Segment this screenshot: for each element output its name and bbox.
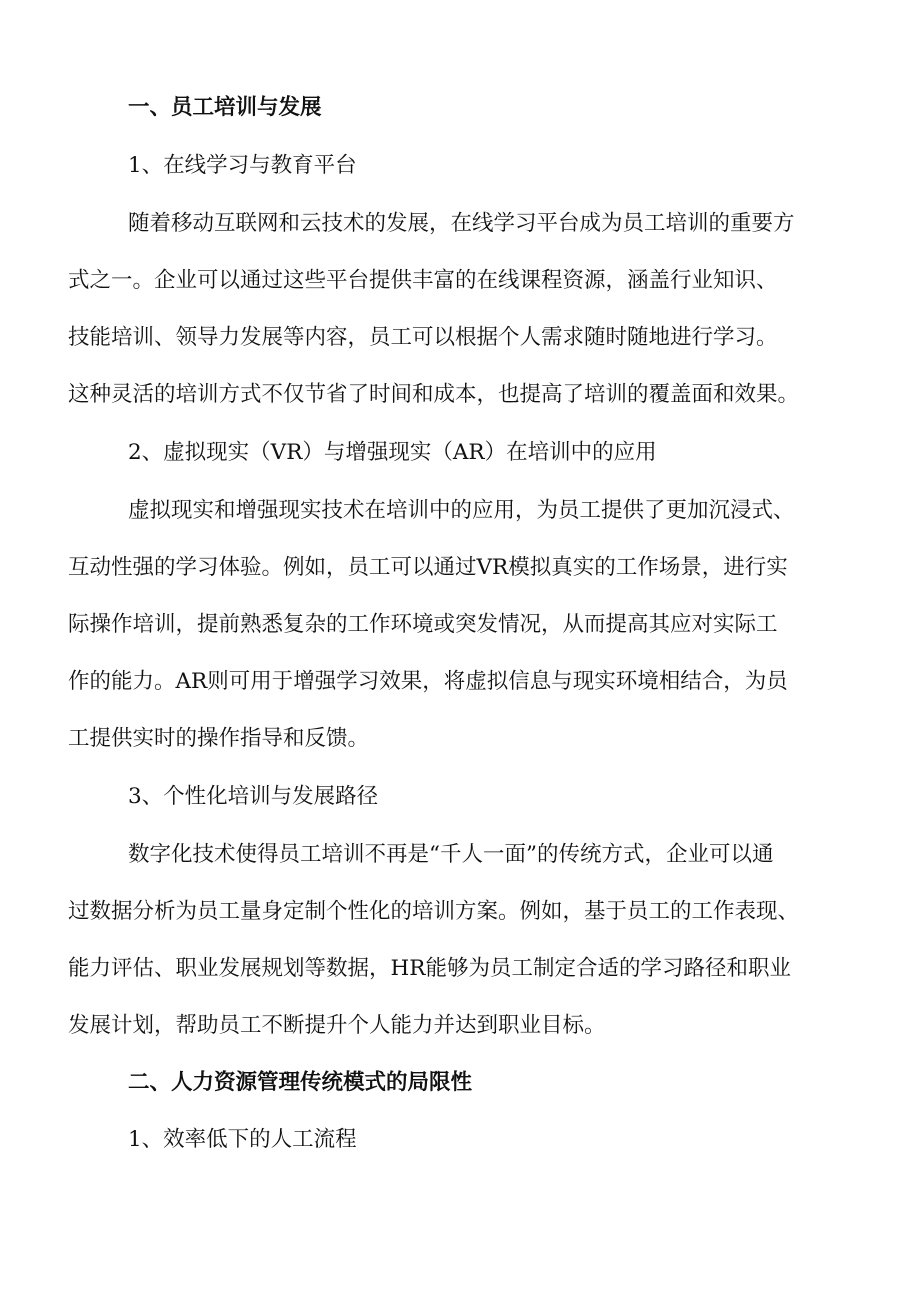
paragraph-line: 作的能力。AR则可用于增强学习效果，将虚拟信息与现实环境相结合，为员 bbox=[68, 669, 788, 694]
subsection-title: 3、个性化培训与发展路径 bbox=[128, 784, 379, 809]
paragraph-line: 式之一。企业可以通过这些平台提供丰富的在线课程资源，涵盖行业知识、 bbox=[68, 268, 778, 293]
section-heading: 一、员工培训与发展 bbox=[128, 95, 322, 120]
paragraph-line: 过数据分析为员工量身定制个性化的培训方案。例如，基于员工的工作表现、 bbox=[68, 899, 800, 924]
paragraph-line: 这种灵活的培训方式不仅节省了时间和成本，也提高了培训的覆盖面和效果。 bbox=[68, 382, 800, 407]
paragraph-line: 互动性强的学习体验。例如，员工可以通过VR模拟真实的工作场景，进行实 bbox=[68, 555, 788, 580]
paragraph-line: 虚拟现实和增强现实技术在培训中的应用，为员工提供了更加沉浸式、 bbox=[128, 498, 795, 523]
subsection-title: 1、效率低下的人工流程 bbox=[128, 1127, 357, 1152]
paragraph-line: 数字化技术使得员工培训不再是“千人一面”的传统方式，企业可以通 bbox=[128, 842, 774, 867]
paragraph-line: 能力评估、职业发展规划等数据，HR能够为员工制定合适的学习路径和职业 bbox=[68, 956, 791, 981]
paragraph-line: 际操作培训，提前熟悉复杂的工作环境或突发情况，从而提高其应对实际工 bbox=[68, 612, 778, 637]
paragraph-line: 发展计划，帮助员工不断提升个人能力并达到职业目标。 bbox=[68, 1013, 606, 1038]
subsection-title: 2、虚拟现实（VR）与增强现实（AR）在培训中的应用 bbox=[128, 440, 657, 465]
paragraph-line: 技能培训、领导力发展等内容，员工可以根据个人需求随时随地进行学习。 bbox=[68, 325, 778, 350]
paragraph-line: 工提供实时的操作指导和反馈。 bbox=[68, 726, 370, 751]
section-heading: 二、人力资源管理传统模式的局限性 bbox=[128, 1070, 473, 1095]
subsection-title: 1、在线学习与教育平台 bbox=[128, 153, 357, 178]
paragraph-line: 随着移动互联网和云技术的发展，在线学习平台成为员工培训的重要方 bbox=[128, 211, 795, 236]
